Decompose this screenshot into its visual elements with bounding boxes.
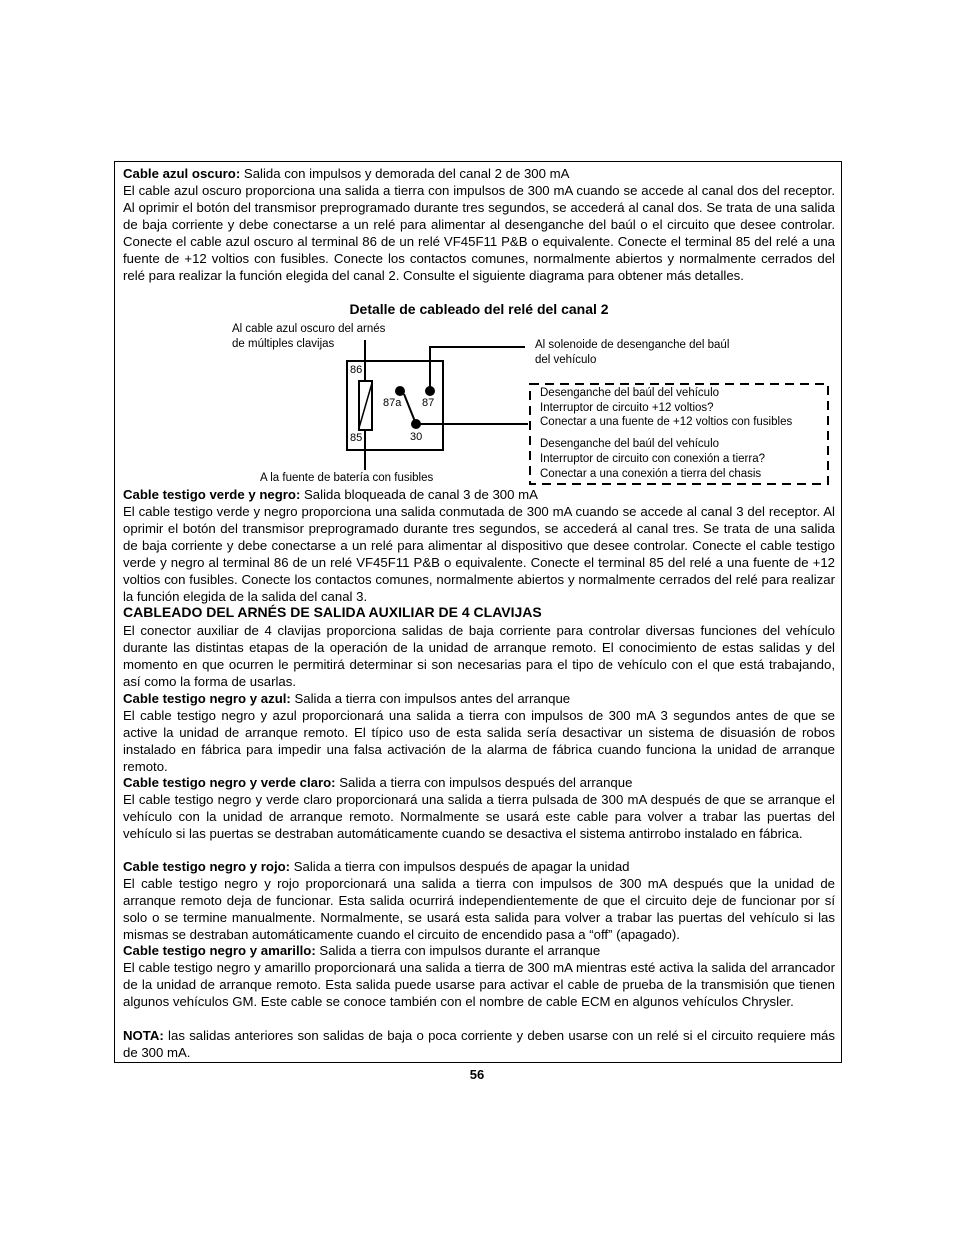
note-label: NOTA: bbox=[123, 1028, 164, 1043]
wire-label: Cable testigo negro y amarillo: bbox=[123, 943, 316, 958]
aux-intro-paragraph: El conector auxiliar de 4 clavijas proporciona salidas de baja corriente para controlar diversas funciones del vehículo durante las distintas etapas de la operación de la unidad de arranque remoto. El conocimiento de estas salidas y del momento en que ocurren le permitirá determinar si son necesarias para el tipo de vehículo con el que está trabajando, así como la forma de usarlas. bbox=[123, 623, 835, 689]
section-green-black-wire bbox=[123, 486, 835, 605]
pin-87a-label: 87a bbox=[383, 397, 402, 409]
section-black-yellow-wire bbox=[123, 942, 835, 1010]
label-to-solenoid-2: del vehículo bbox=[535, 354, 597, 366]
wire-label: Cable azul oscuro: bbox=[123, 166, 241, 181]
section-heading-line bbox=[123, 165, 835, 182]
label-from-harness-1: Al cable azul oscuro del arnés bbox=[232, 323, 386, 335]
paragraph: El cable testigo negro y verde claro proporcionará una salida a tierra pulsada de 300 mA después de que se arranque el vehículo con la unidad de arranque remoto. Normalmente se usará este cable para volver a trabar las puertas del vehículo si las puertas se destraban automáticamente cuando se desactiva el sistema antirrobo instalado en fábrica. bbox=[123, 792, 835, 841]
section-heading-line bbox=[123, 774, 835, 791]
section-black-lightgreen-wire bbox=[123, 774, 835, 842]
wire-label: Cable testigo negro y azul: bbox=[123, 691, 291, 706]
option-line-3: Conectar a una fuente de +12 voltios con fusibles bbox=[540, 416, 793, 428]
section-black-blue-wire bbox=[123, 690, 835, 775]
section-blue-wire bbox=[123, 165, 835, 284]
wire-label: Cable testigo negro y rojo: bbox=[123, 859, 291, 874]
pin-85-label: 85 bbox=[350, 432, 363, 444]
wire-subtitle: Salida con impulsos y demorada del canal 2 de 300 mA bbox=[240, 166, 570, 181]
option-line-6: Conectar a una conexión a tierra del chasis bbox=[540, 468, 762, 480]
wire-label: Cable testigo verde y negro: bbox=[123, 487, 301, 502]
label-from-harness-2: de múltiples clavijas bbox=[232, 338, 335, 350]
note-paragraph bbox=[123, 1027, 835, 1061]
option-line-4: Desenganche del baúl del vehículo bbox=[540, 438, 720, 450]
page-number: 56 bbox=[469, 1067, 485, 1082]
wire-subtitle: Salida a tierra con impulsos después de apagar la unidad bbox=[290, 859, 630, 874]
section-heading-line bbox=[123, 690, 835, 707]
pin-30-label: 30 bbox=[410, 431, 423, 443]
pin-87-label: 87 bbox=[422, 397, 435, 409]
paragraph: El cable testigo negro y azul proporcionará una salida a tierra con impulsos de 300 mA 3 segundos antes de que se active la unidad de arranque remoto. El típico uso de esta salida sería desactivar un sistema de disuasión de robos instalado en fábrica para impedir una falsa activación de la alarma de fábrica cuando funciona la unidad de arranque remoto. bbox=[123, 708, 835, 774]
option-line-2: Interruptor de circuito +12 voltios? bbox=[540, 402, 714, 414]
wire-subtitle: Salida a tierra con impulsos después del arranque bbox=[335, 775, 633, 790]
option-line-5: Interruptor de circuito con conexión a tierra? bbox=[540, 453, 766, 465]
wire-subtitle: Salida a tierra con impulsos antes del arranque bbox=[290, 691, 571, 706]
paragraph: El cable testigo verde y negro proporciona una salida conmutada de 300 mA cuando se accede al canal 3 del receptor. Al oprimir el botón del transmisor preprogramado durante tres segundos, se accederá al canal tres. Se trata de una salida de baja corriente y debe conectarse a un relé para alimentar al dispositivo que desee controlar. Conecte el cable testigo verde y negro al terminal 86 de un relé VF45F11 P&B o equivalente. Conecte el terminal 85 del relé a una fuente de +12 voltios con fusibles. Conecte los contactos comunes, normalmente abiertos y normalmente cerrados del relé para realizar la función elegida de la salida del canal 3. bbox=[123, 504, 835, 604]
wire-label: Cable testigo negro y verde claro: bbox=[123, 775, 336, 790]
pin-86-label: 86 bbox=[350, 364, 363, 376]
aux-harness-heading: CABLEADO DEL ARNÉS DE SALIDA AUXILIAR DE 4 CLAVIJAS bbox=[123, 604, 542, 620]
label-to-solenoid-1: Al solenoide de desenganche del baúl bbox=[535, 339, 730, 351]
section-heading-line bbox=[123, 858, 835, 875]
section-heading-line bbox=[123, 942, 835, 959]
label-battery-source: A la fuente de batería con fusibles bbox=[260, 472, 434, 484]
wire-subtitle: Salida a tierra con impulsos durante el arranque bbox=[315, 943, 601, 958]
section-heading-line bbox=[123, 486, 835, 503]
paragraph: El cable testigo negro y amarillo proporcionará una salida a tierra de 300 mA mientras esté activa la salida del arrancador de la unidad de arranque remoto. Esta salida puede usarse para activar el cable de prueba de la transmisión que tienen algunos vehículos GM. Este cable se conoce también con el nombre de cable ECM en algunos vehículos Chrysler. bbox=[123, 960, 835, 1009]
paragraph: El cable azul oscuro proporciona una salida a tierra con impulsos de 300 mA cuando se accede al canal dos del receptor. Al oprimir el botón del transmisor preprogramado durante tres segundos, se accederá al canal dos. Se trata de una salida de baja corriente y debe conectarse a un relé para alimentar al desenganche del baúl o el circuito que desee controlar. Conecte el cable azul oscuro al terminal 86 de un relé VF45F11 P&B o equivalente. Conecte el terminal 85 del relé a una fuente de +12 voltios con fusibles. Conecte los contactos comunes, normalmente abiertos y normalmente cerrados del relé para realizar la función elegida del canal 2. Consulte el siguiente diagrama para obtener más detalles. bbox=[123, 183, 835, 283]
diagram-title: Detalle de cableado del relé del canal 2 bbox=[349, 301, 609, 317]
note-text: las salidas anteriores son salidas de baja o poca corriente y deben usarse con un relé si el circuito requiere más de 300 mA. bbox=[123, 1028, 835, 1060]
section-black-red-wire bbox=[123, 858, 835, 943]
wire-subtitle: Salida bloqueada de canal 3 de 300 mA bbox=[300, 487, 538, 502]
option-line-1: Desenganche del baúl del vehículo bbox=[540, 387, 720, 399]
paragraph: El cable testigo negro y rojo proporcionará una salida a tierra con impulsos de 300 mA después que la unidad de arranque remoto deja de funcionar. Esta salida ocurrirá independientemente de que el circuito deje de funcionar por sí solo o se termine manualmente. Normalmente, se usará esta salida para volver a trabar las puertas del vehículo si las mismas se destraban automáticamente cuando el circuito de encendido pasa a “off” (apagado). bbox=[123, 876, 835, 942]
